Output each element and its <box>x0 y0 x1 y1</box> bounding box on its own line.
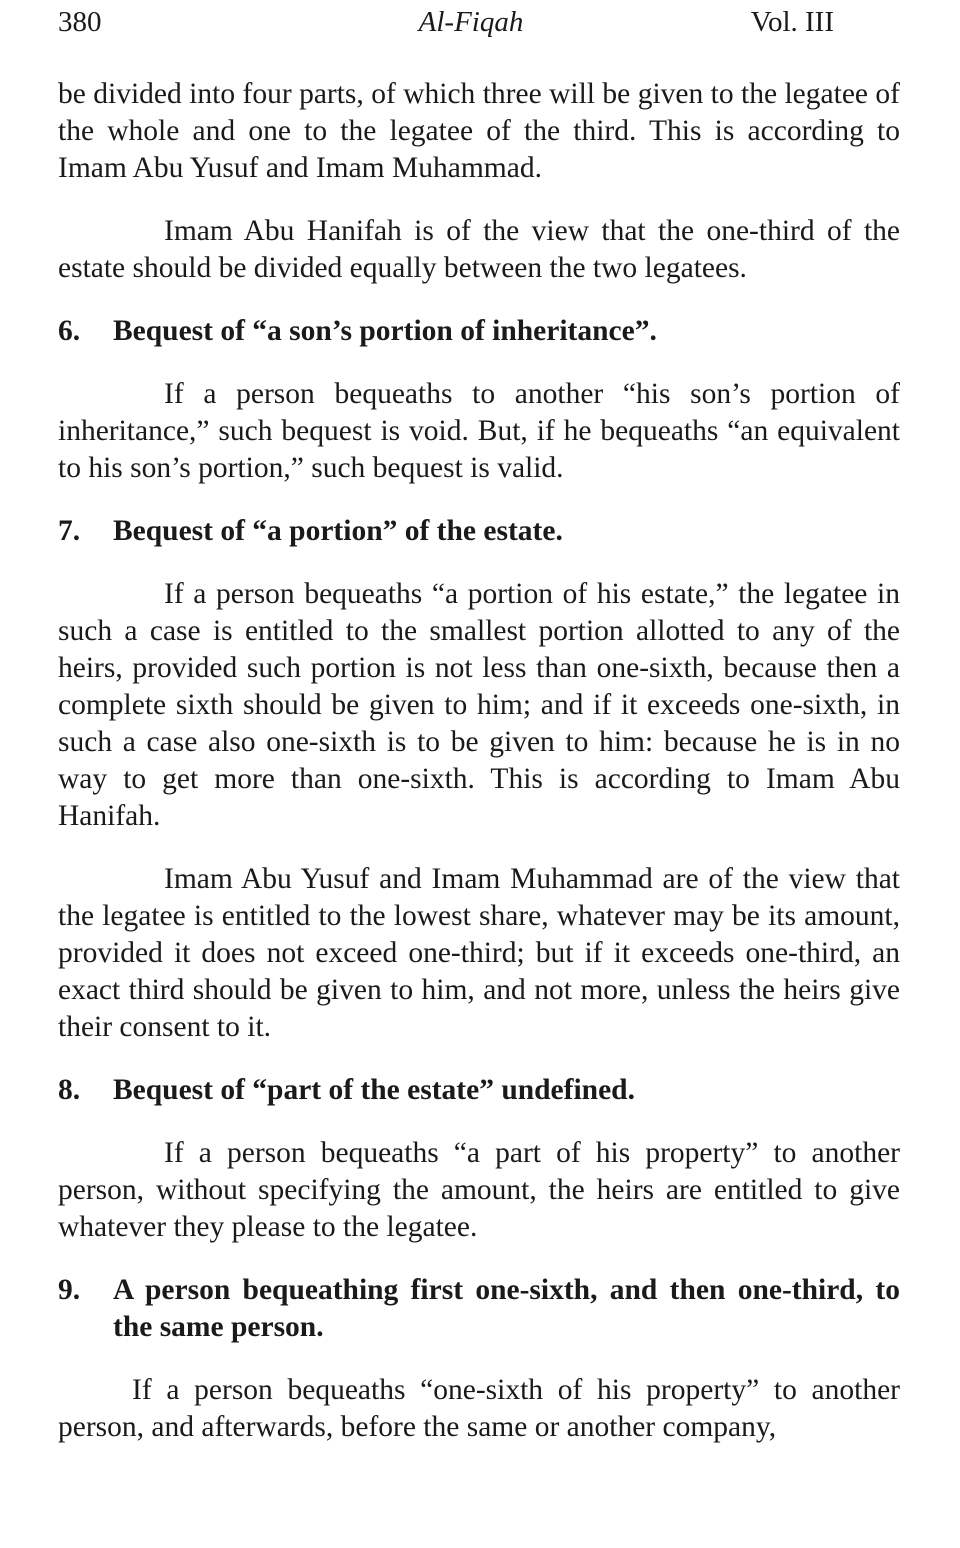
paragraph-abu-hanifah-view: Imam Abu Hanifah is of the view that the one-third of the estate should be divided equally between the two legatees. <box>58 215 900 284</box>
section-number: 8. <box>58 1074 81 1106</box>
section-heading-6 <box>58 313 900 350</box>
paragraph-one-sixth: If a person bequeaths “one-sixth of his property” to another person, and afterwards, before the same or another company, <box>58 1374 900 1443</box>
section-number: 7. <box>58 515 81 547</box>
section-title: A person bequeathing first one-sixth, and then one-third, to the same person. <box>113 1274 900 1343</box>
volume-label: Vol. III <box>750 6 834 38</box>
book-title: Al-Fiqah <box>418 6 524 38</box>
section-title: Bequest of “a son’s portion of inheritance”. <box>113 315 657 347</box>
page-body <box>58 76 900 1446</box>
section-heading-9 <box>58 1272 900 1346</box>
section-title: Bequest of “part of the estate” undefined. <box>113 1074 635 1106</box>
paragraph-part-estate: If a person bequeaths “a part of his property” to another person, without specifying the amount, the heirs are entitled to give whatever they please to the legatee. <box>58 1137 900 1243</box>
section-number: 6. <box>58 315 81 347</box>
section-number: 9. <box>58 1274 81 1306</box>
page-number: 380 <box>58 6 102 38</box>
section-heading-8 <box>58 1072 900 1109</box>
paragraph-yusuf-muhammad-view: Imam Abu Yusuf and Imam Muhammad are of the view that the legatee is entitled to the lowest share, whatever may be its amount, provided it does not exceed one-third; but if it exceeds one-third, an exact third should be given to him, and not more, unless the heirs give their consent to it. <box>58 863 900 1043</box>
paragraph-portion-estate: If a person bequeaths “a portion of his estate,” the legatee in such a case is entitled to the smallest portion allotted to any of the heirs, provided such portion is not less than one-sixth, because then a complete sixth should be given to him; and if it exceeds one-sixth, in such a case also one-sixth is to be given to him: because he is in no way to get more than one-sixth. This is according to Imam Abu Hanifah. <box>58 578 900 832</box>
paragraph-sons-portion: If a person bequeaths to another “his son’s portion of inheritance,” such bequest is void. But, if he bequeaths “an equivalent to his son’s portion,” such bequest is valid. <box>58 378 900 484</box>
section-title: Bequest of “a portion” of the estate. <box>113 515 563 547</box>
running-header <box>58 2 834 42</box>
paragraph-continuation: be divided into four parts, of which three will be given to the legatee of the whole and one to the legatee of the third. This is according to Imam Abu Yusuf and Imam Muhammad. <box>58 78 900 184</box>
section-heading-7 <box>58 513 900 550</box>
